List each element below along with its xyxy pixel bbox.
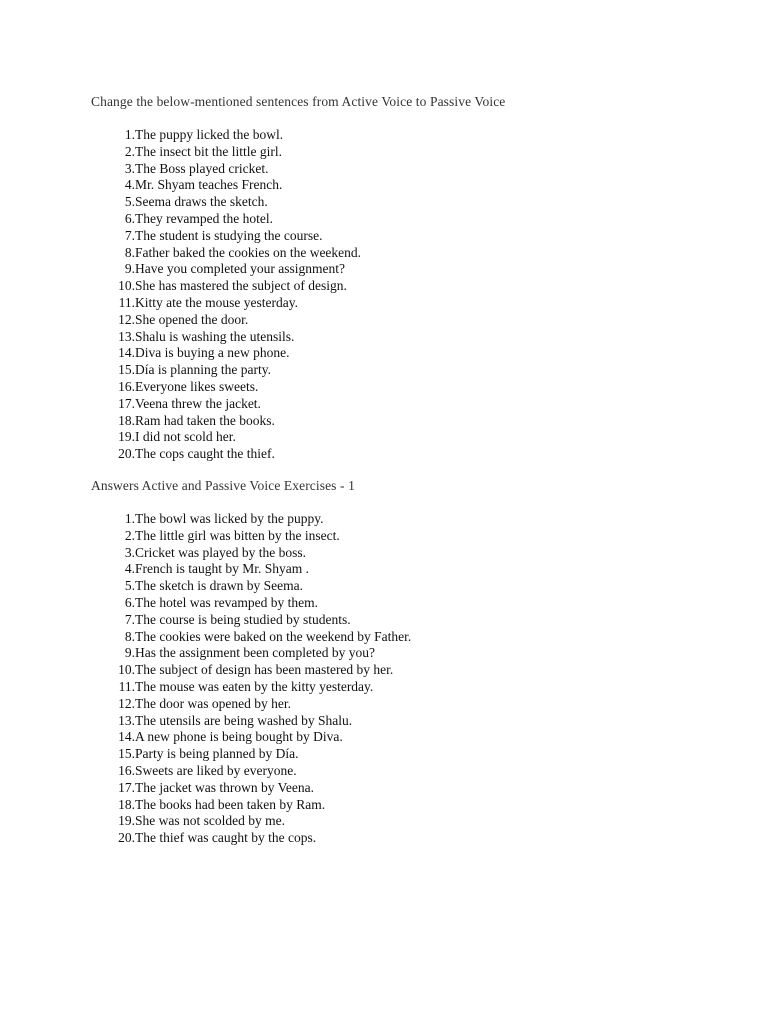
list-item-text: Mr. Shyam teaches French. bbox=[135, 177, 283, 193]
list-item-text: Kitty ate the mouse yesterday. bbox=[135, 294, 298, 310]
exercise-list bbox=[106, 127, 362, 463]
answer-sentence bbox=[106, 578, 303, 595]
list-number: 15. bbox=[118, 362, 135, 378]
list-item-text: Seema draws the sketch. bbox=[135, 194, 268, 210]
list-item-text: French is taught by Mr. Shyam . bbox=[135, 561, 309, 577]
exercise-sentence bbox=[106, 429, 236, 446]
list-number: 13. bbox=[118, 712, 135, 728]
list-number: 20. bbox=[118, 446, 135, 462]
list-number: 3. bbox=[124, 160, 135, 176]
answer-sentence bbox=[106, 779, 314, 797]
answer-sentence bbox=[106, 628, 412, 646]
answer-sentence bbox=[106, 561, 309, 578]
list-item-text: I did not scold her. bbox=[135, 429, 236, 445]
list-number: 20. bbox=[118, 830, 135, 846]
list-item-text: The cookies were baked on the weekend by Father. bbox=[135, 628, 412, 644]
list-number: 11. bbox=[118, 678, 135, 694]
answer-sentence bbox=[106, 511, 324, 528]
list-item-text: She was not scolded by me. bbox=[135, 813, 285, 829]
list-number: 17. bbox=[118, 779, 135, 795]
list-item-text: The subject of design has been mastered by her. bbox=[135, 662, 394, 678]
list-item-text: The jacket was thrown by Veena. bbox=[135, 779, 314, 795]
list-number: 6. bbox=[124, 210, 135, 226]
list-item-text: A new phone is being bought by Diva. bbox=[135, 729, 343, 745]
list-item-text: Diva is buying a new phone. bbox=[135, 345, 290, 361]
list-number: 8. bbox=[124, 628, 135, 644]
answer-sentence bbox=[106, 662, 394, 679]
exercise-sentence bbox=[106, 278, 347, 295]
list-item-text: She has mastered the subject of design. bbox=[135, 278, 347, 294]
answer-sentence bbox=[106, 611, 351, 629]
list-item-text: The books had been taken by Ram. bbox=[135, 796, 326, 812]
list-number: 4. bbox=[124, 561, 135, 577]
list-number: 1. bbox=[124, 127, 135, 142]
list-item-text: The door was opened by her. bbox=[135, 695, 291, 711]
list-number: 4. bbox=[124, 177, 135, 193]
answer-sentence bbox=[106, 645, 375, 662]
list-number: 2. bbox=[124, 143, 135, 159]
exercise-sentence bbox=[106, 160, 269, 178]
answers-heading: Answers Active and Passive Voice Exercises - 1 bbox=[91, 478, 355, 493]
answer-sentence bbox=[106, 746, 299, 763]
exercise-sentence bbox=[106, 446, 275, 463]
answer-sentence bbox=[106, 729, 343, 746]
list-number: 9. bbox=[124, 261, 135, 277]
list-number: 2. bbox=[124, 527, 135, 543]
list-item-text: Cricket was played by the boss. bbox=[135, 544, 306, 560]
exercise-sentence bbox=[106, 143, 282, 161]
answer-sentence bbox=[106, 830, 317, 847]
list-item-text: The sketch is drawn by Seema. bbox=[135, 578, 303, 594]
list-number: 12. bbox=[118, 311, 135, 327]
list-number: 16. bbox=[118, 378, 135, 394]
exercise-heading: Change the below-mentioned sentences from Active Voice to Passive Voice bbox=[91, 94, 506, 109]
list-item-text: Party is being planned by Día. bbox=[135, 746, 299, 762]
exercise-sentence bbox=[106, 311, 249, 329]
list-item-text: Veena threw the jacket. bbox=[135, 395, 261, 411]
list-number: 16. bbox=[118, 762, 135, 778]
list-number: 6. bbox=[124, 594, 135, 610]
exercise-sentence bbox=[106, 177, 283, 194]
exercise-sentence bbox=[106, 227, 323, 245]
list-number: 7. bbox=[124, 611, 135, 627]
list-item-text: They revamped the hotel. bbox=[135, 210, 273, 226]
list-item-text: Sweets are liked by everyone. bbox=[135, 762, 297, 778]
list-number: 3. bbox=[124, 544, 135, 560]
answer-sentence bbox=[106, 527, 340, 545]
list-item-text: Father baked the cookies on the weekend. bbox=[135, 244, 362, 260]
answer-sentence bbox=[106, 544, 306, 562]
answer-sentence bbox=[106, 712, 353, 730]
answer-sentence bbox=[106, 678, 374, 696]
list-number: 8. bbox=[124, 244, 135, 260]
list-item-text: The course is being studied by students. bbox=[135, 611, 351, 627]
exercise-sentence bbox=[106, 261, 345, 278]
exercise-sentence bbox=[106, 244, 362, 262]
list-item-text: The thief was caught by the cops. bbox=[135, 830, 317, 846]
exercise-sentence bbox=[106, 328, 295, 346]
list-item-text: Has the assignment been completed by you? bbox=[135, 645, 375, 661]
list-item-text: The student is studying the course. bbox=[135, 227, 323, 243]
exercise-sentence bbox=[106, 378, 259, 396]
list-number: 9. bbox=[124, 645, 135, 661]
list-number: 14. bbox=[118, 345, 135, 361]
exercise-sentence bbox=[106, 194, 268, 211]
list-item-text: The insect bit the little girl. bbox=[135, 143, 282, 159]
exercise-sentence bbox=[106, 210, 273, 228]
exercise-sentence bbox=[106, 127, 284, 144]
exercise-sentence bbox=[106, 395, 261, 413]
list-item-text: The cops caught the thief. bbox=[135, 446, 275, 462]
list-number: 19. bbox=[118, 429, 135, 445]
answer-sentence bbox=[106, 695, 291, 713]
list-number: 7. bbox=[124, 227, 135, 243]
list-item-text: Have you completed your assignment? bbox=[135, 261, 345, 277]
list-item-text: The puppy licked the bowl. bbox=[135, 127, 284, 142]
exercise-sentence bbox=[106, 345, 290, 362]
list-item-text: The little girl was bitten by the insect. bbox=[135, 527, 340, 543]
exercise-sentence bbox=[106, 412, 275, 430]
list-number: 13. bbox=[118, 328, 135, 344]
list-number: 14. bbox=[118, 729, 135, 745]
list-number: 5. bbox=[124, 194, 135, 210]
list-item-text: She opened the door. bbox=[135, 311, 249, 327]
answer-sentence bbox=[106, 813, 285, 830]
answers-list bbox=[106, 511, 412, 847]
list-number: 18. bbox=[118, 796, 135, 812]
list-item-text: Ram had taken the books. bbox=[135, 412, 275, 428]
list-number: 12. bbox=[118, 695, 135, 711]
list-number: 19. bbox=[118, 813, 135, 829]
list-item-text: Everyone likes sweets. bbox=[135, 378, 259, 394]
list-item-text: The Boss played cricket. bbox=[135, 160, 269, 176]
list-number: 18. bbox=[118, 412, 135, 428]
list-number: 10. bbox=[118, 662, 135, 678]
list-number: 17. bbox=[118, 395, 135, 411]
list-item-text: The mouse was eaten by the kitty yesterday. bbox=[135, 678, 374, 694]
list-number: 10. bbox=[118, 278, 135, 294]
exercise-sentence bbox=[106, 294, 298, 312]
answer-sentence bbox=[106, 796, 326, 814]
list-item-text: Shalu is washing the utensils. bbox=[135, 328, 295, 344]
list-item-text: Día is planning the party. bbox=[135, 362, 271, 378]
list-number: 1. bbox=[124, 511, 135, 526]
answer-sentence bbox=[106, 594, 318, 612]
answer-sentence bbox=[106, 762, 297, 780]
list-item-text: The utensils are being washed by Shalu. bbox=[135, 712, 353, 728]
list-item-text: The hotel was revamped by them. bbox=[135, 594, 318, 610]
list-item-text: The bowl was licked by the puppy. bbox=[135, 511, 324, 526]
list-number: 5. bbox=[124, 578, 135, 594]
list-number: 11. bbox=[118, 294, 135, 310]
exercise-sentence bbox=[106, 362, 271, 379]
list-number: 15. bbox=[118, 746, 135, 762]
